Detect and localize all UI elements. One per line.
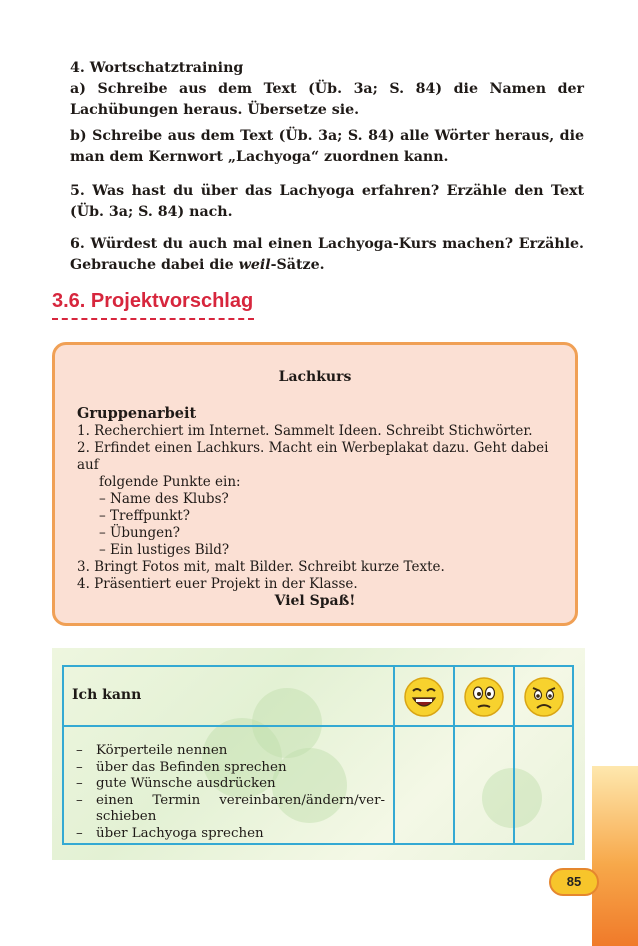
- task-4: 4. Präsentiert euer Projekt in der Klasse.: [77, 576, 358, 592]
- skill-text: gute Wünsche ausdrücken: [96, 776, 276, 791]
- rating-cell-laughing: [394, 726, 454, 844]
- exercise-6: [52, 234, 584, 276]
- exercise-4: [52, 58, 584, 121]
- exercise-6-block: [52, 234, 584, 276]
- ich-kann-header: Ich kann: [63, 666, 394, 726]
- task-point: – Übungen?: [99, 525, 181, 541]
- self-assessment-panel: [52, 648, 585, 860]
- task-point: – Treffpunkt?: [99, 508, 190, 524]
- worried-face-icon: [523, 676, 565, 718]
- task-2-line-1: 2. Erfindet einen Lachkurs. Macht ein Werbeplakat dazu. Geht dabei auf: [77, 440, 549, 473]
- skill-text-continued: schieben: [96, 809, 157, 824]
- skill-item: [72, 826, 385, 843]
- exercise-5: 5. Was hast du über das Lachyoga erfahren? Erzähle den Text (Üb. 3a; S. 84) nach.: [70, 183, 584, 220]
- project-box-closing: Viel Spaß!: [274, 593, 356, 609]
- project-box: [52, 342, 578, 626]
- worried-face-cell: [514, 666, 573, 726]
- rating-cell-worried: [514, 726, 573, 844]
- task-2-line-2: folgende Punkte ein:: [99, 474, 241, 490]
- laughing-face-cell: [394, 666, 454, 726]
- task-point: – Name des Klubs?: [99, 491, 229, 507]
- list-dash: –: [76, 759, 83, 775]
- skill-item: [72, 776, 385, 793]
- page-edge-decoration: [592, 766, 638, 946]
- page-number: 85: [549, 868, 599, 896]
- section-heading-underline: [52, 318, 254, 320]
- section-heading: 3.6. Projektvorschlag: [52, 290, 254, 312]
- group-work-title: Gruppenarbeit: [77, 405, 197, 422]
- exercise-5-block: [52, 181, 584, 223]
- skill-list: [63, 726, 394, 844]
- unsure-face-cell: [454, 666, 514, 726]
- exercise-6-text-end: -Sätze.: [270, 257, 325, 273]
- list-dash: –: [76, 776, 83, 791]
- exercise-4a: a) Schreibe aus dem Text (Üb. 3a; S. 84) die Namen der Lachübungen heraus. Übersetze sie.: [70, 81, 584, 118]
- skill-item: [72, 760, 385, 777]
- task-point: – Ein lustiges Bild?: [99, 542, 230, 558]
- unsure-face-icon: [463, 676, 505, 718]
- task-3: 3. Bringt Fotos mit, malt Bilder. Schreibt kurze Texte.: [77, 559, 445, 575]
- task-1: 1. Recherchiert im Internet. Sammelt Ideen. Schreibt Stichwörter.: [77, 423, 533, 439]
- list-dash: –: [76, 743, 83, 758]
- exercise-4b: b) Schreibe aus dem Text (Üb. 3a; S. 84) alle Wörter heraus, die man dem Kernwort „Lachyoga“ zuordnen kann.: [70, 128, 584, 165]
- project-box-title: Lachkurs: [278, 369, 352, 385]
- exercise-6-emphasis: weil: [238, 257, 271, 273]
- exercise-4b-block: [52, 126, 584, 168]
- skill-text: über das Befinden sprechen: [96, 759, 287, 775]
- skill-text: über Lachyoga sprechen: [96, 825, 264, 841]
- laughing-face-icon: [403, 676, 445, 718]
- list-dash: –: [76, 825, 83, 841]
- skill-text: einen Termin vereinbaren/ändern/ver-: [96, 792, 385, 808]
- exercise-4-title: 4. Wortschatztraining: [70, 60, 244, 76]
- self-assessment-table: [62, 665, 574, 845]
- list-dash: –: [76, 792, 83, 808]
- skill-item: [72, 743, 385, 760]
- skill-text: Körperteile nennen: [96, 743, 228, 758]
- task-list: [77, 423, 567, 593]
- exercise-6-text: 6. Würdest du auch mal einen Lachyoga-Kurs machen? Erzähle. Gebrauche dabei die: [70, 236, 584, 273]
- skill-item: [72, 793, 385, 810]
- rating-cell-unsure: [454, 726, 514, 844]
